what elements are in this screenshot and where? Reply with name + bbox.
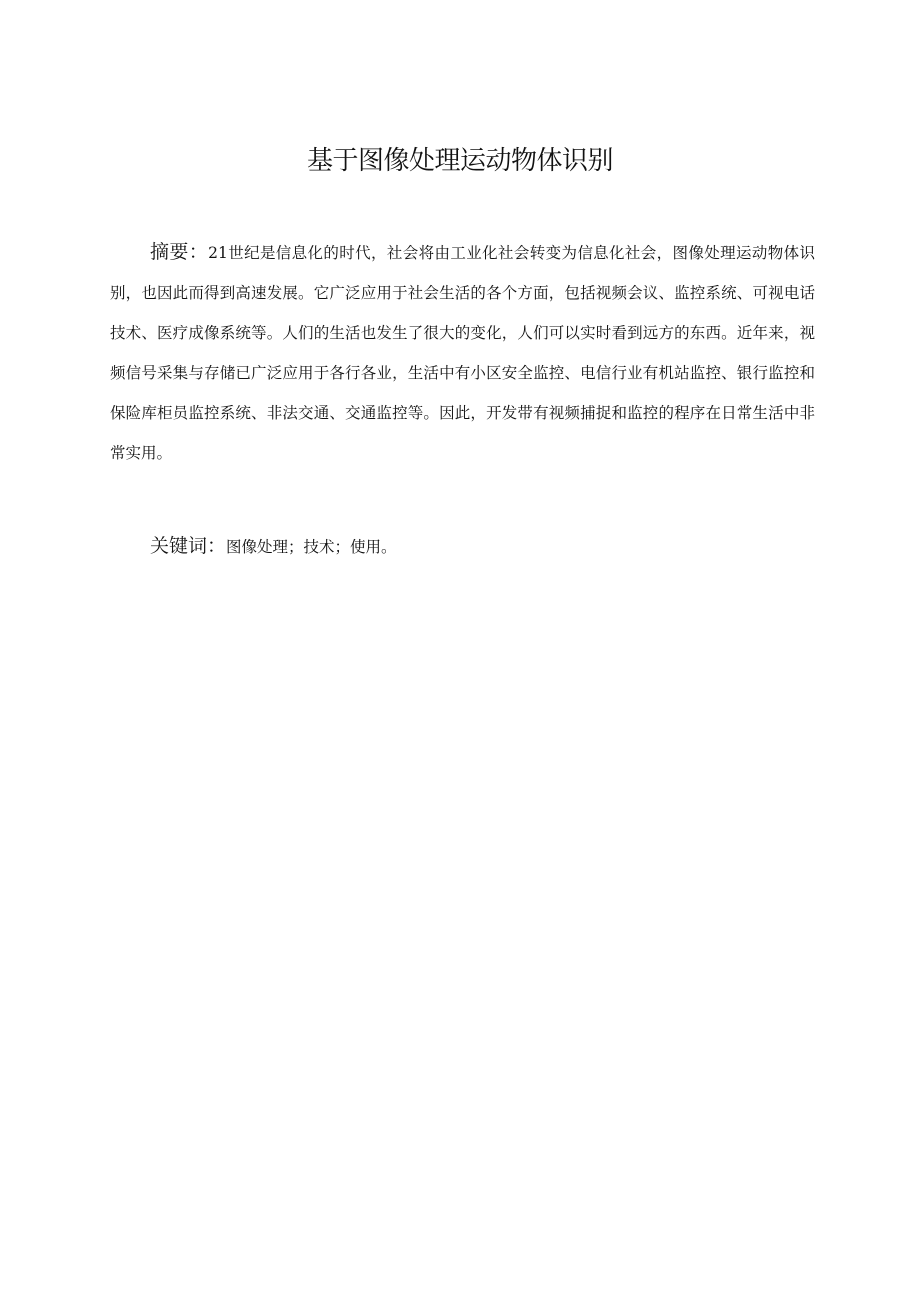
abstract-text: 21世纪是信息化的时代，社会将由工业化社会转变为信息化社会，图像处理运动物体识别，也因此而得到高速发展。它广泛应用于社会生活的各个方面，包括视频会议、监控系统、可视电话技术、医疗成像系统等。人们的生活也发生了很大的变化，人们可以实时看到远方的东西。近年来，视频信号采集与存储已广泛应用于各行各业，生活中有小区安全监控、电信行业有机站监控、银行监控和保险库柜员监控系统、非法交通、交通监控等。因此，开发带有视频捕捉和监控的程序在日常生活中非常实用。 [110,244,815,462]
keywords-paragraph [150,526,397,567]
abstract-label: 摘要： [150,241,209,263]
keywords-label: 关键词： [150,535,227,557]
document-title: 基于图像处理运动物体识别 [306,146,613,176]
abstract-paragraph [110,232,815,473]
keywords-text: 图像处理；技术；使用。 [226,538,397,556]
